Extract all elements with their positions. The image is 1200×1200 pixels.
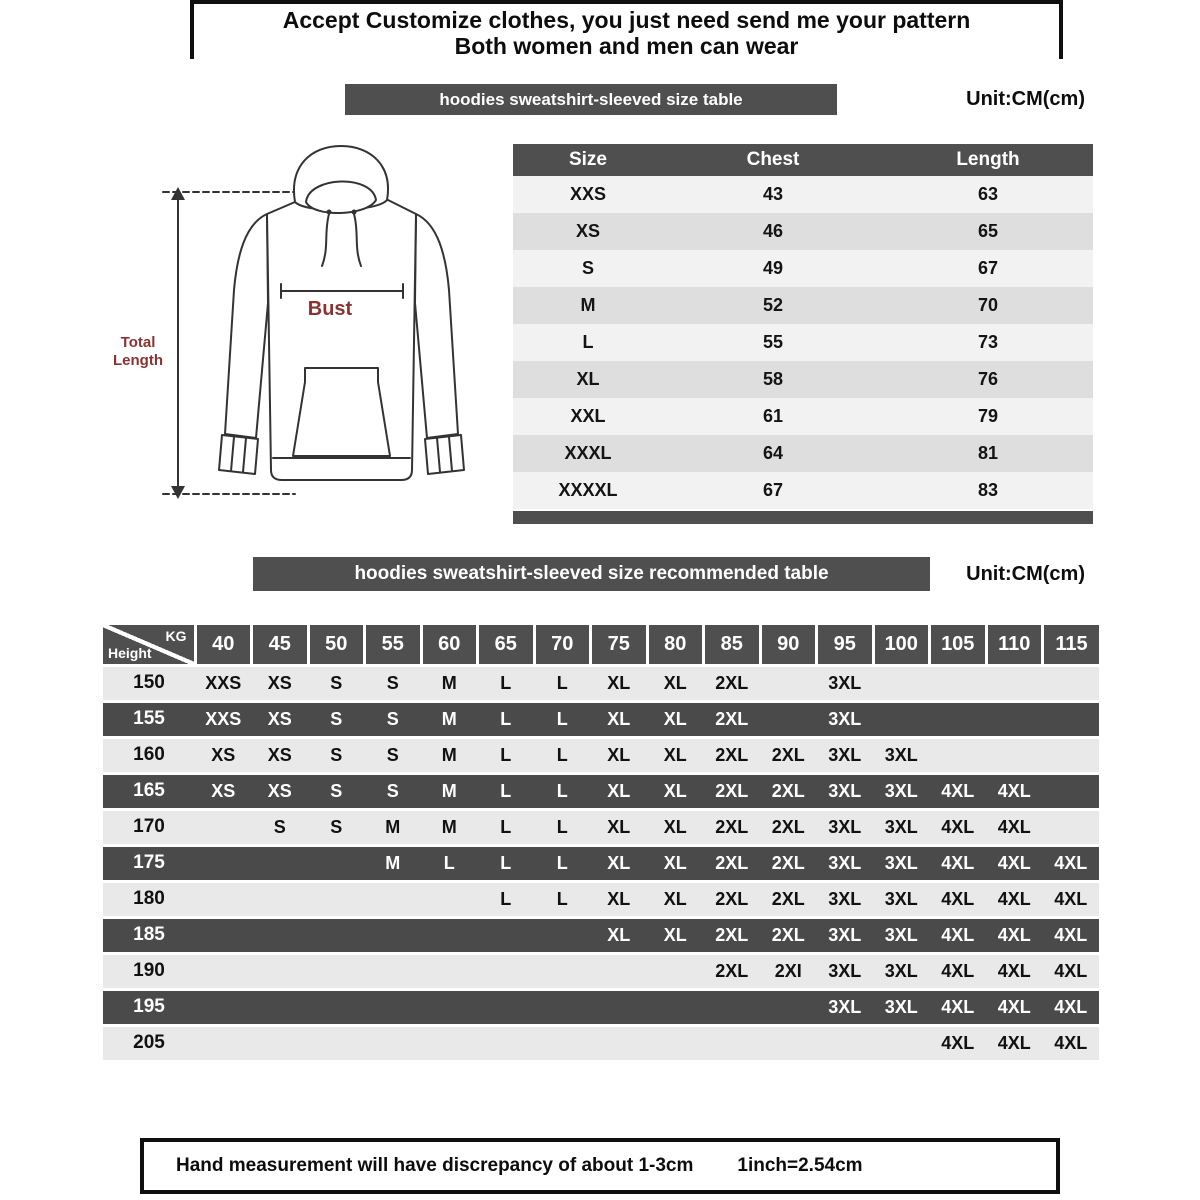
size-recommendation-cell: S [365, 737, 422, 773]
size-recommendation-cell: L [534, 773, 591, 809]
size-recommendation-cell: 4XL [930, 989, 987, 1025]
size-recommendation-cell: 3XL [873, 809, 930, 845]
size-table-row-XXXL [513, 435, 1093, 472]
header-line1: Accept Customize clothes, you just need send me your pattern [282, 7, 971, 33]
size-table-title-bar: hoodies sweatshirt-sleeved size table [345, 84, 837, 115]
size-table-cell: 79 [883, 398, 1093, 435]
size-recommendation-cell: 2XL [704, 737, 761, 773]
size-recommendation-cell [195, 1025, 252, 1061]
size-recommendation-cell: 2XL [704, 917, 761, 953]
size-recommendation-cell [308, 989, 365, 1025]
size-table-cell: 58 [663, 361, 883, 398]
size-recommendation-cell [308, 917, 365, 953]
size-table-cell: 81 [883, 435, 1093, 472]
size-recommendation-cell [365, 953, 422, 989]
size-recommendation-cell: S [308, 701, 365, 737]
size-recommendation-cell [930, 701, 987, 737]
size-recommendation-cell: 4XL [930, 845, 987, 881]
size-recommendation-cell [760, 1025, 817, 1061]
size-recommendation-cell: L [534, 665, 591, 701]
kg-col-header: 60 [421, 625, 478, 665]
size-recommendation-cell: L [478, 701, 535, 737]
size-recommendation-cell: 3XL [873, 737, 930, 773]
size-table-cell: 67 [663, 472, 883, 509]
height-label: 150 [103, 665, 195, 701]
size-recommendation-cell: L [534, 701, 591, 737]
size-recommendation-cell [591, 953, 648, 989]
unit-label-2: Unit:CM(cm) [966, 563, 1085, 585]
size-recommendation-cell [252, 845, 309, 881]
kg-col-header: 50 [308, 625, 365, 665]
size-table-head-row [513, 144, 1093, 176]
size-recommendation-cell: 4XL [986, 953, 1043, 989]
size-table-cell: 52 [663, 287, 883, 324]
size-table-container [513, 144, 1093, 524]
height-label: 195 [103, 989, 195, 1025]
size-recommendation-cell [760, 701, 817, 737]
height-label: 175 [103, 845, 195, 881]
size-recommendation-cell: 2XL [760, 881, 817, 917]
size-recommendation-cell [760, 989, 817, 1025]
size-recommendation-cell [365, 881, 422, 917]
height-row-170 [103, 809, 1099, 845]
height-label: 185 [103, 917, 195, 953]
total-length-label: Total Length [113, 334, 163, 369]
recommended-table-container [103, 625, 1099, 1063]
size-recommendation-cell: M [365, 809, 422, 845]
size-recommendation-cell: L [478, 665, 535, 701]
hoodie-hood [294, 146, 388, 213]
size-table-cell: S [513, 250, 663, 287]
kg-col-header: 110 [986, 625, 1043, 665]
size-table-cell: M [513, 287, 663, 324]
height-label: 170 [103, 809, 195, 845]
size-table-cell: XXXXL [513, 472, 663, 509]
height-row-185 [103, 917, 1099, 953]
size-table-cell: XL [513, 361, 663, 398]
size-recommendation-cell: 4XL [986, 989, 1043, 1025]
size-table-row-M [513, 287, 1093, 324]
size-recommendation-cell: XL [647, 881, 704, 917]
inch-conversion: 1inch=2.54cm [737, 1155, 863, 1176]
size-recommendation-cell: XL [591, 845, 648, 881]
size-recommendation-cell [1043, 701, 1100, 737]
size-recommendation-cell [195, 953, 252, 989]
size-col-header: Size [513, 144, 663, 176]
size-recommendation-cell [252, 1025, 309, 1061]
size-recommendation-cell: L [534, 845, 591, 881]
size-recommendation-cell: 2XL [760, 917, 817, 953]
size-recommendation-cell [365, 1025, 422, 1061]
size-recommendation-cell [365, 989, 422, 1025]
size-recommendation-cell: 3XL [817, 845, 874, 881]
kg-col-header: 85 [704, 625, 761, 665]
size-recommendation-cell: L [534, 737, 591, 773]
size-recommendation-cell: 4XL [930, 1025, 987, 1061]
size-recommendation-cell: 4XL [1043, 845, 1100, 881]
size-recommendation-cell: L [478, 881, 535, 917]
kg-corner-label: KG [165, 628, 187, 644]
kg-col-header: 95 [817, 625, 874, 665]
size-table-row-S [513, 250, 1093, 287]
size-recommendation-cell [534, 917, 591, 953]
height-label: 155 [103, 701, 195, 737]
size-recommendation-cell [534, 1025, 591, 1061]
size-table-cell: 63 [883, 176, 1093, 213]
size-table-cell: 61 [663, 398, 883, 435]
size-recommendation-cell: XL [647, 773, 704, 809]
size-recommendation-cell [365, 917, 422, 953]
size-recommendation-cell: S [365, 665, 422, 701]
size-recommendation-cell: L [478, 845, 535, 881]
size-table-bottom-bar [513, 511, 1093, 524]
size-recommendation-cell [421, 1025, 478, 1061]
hoodie-line-drawing [95, 128, 515, 528]
size-table-cell: 65 [883, 213, 1093, 250]
height-row-190 [103, 953, 1099, 989]
size-recommendation-cell [704, 1025, 761, 1061]
size-table-row-XXL [513, 398, 1093, 435]
size-recommendation-cell: 2XI [760, 953, 817, 989]
size-recommendation-cell [421, 917, 478, 953]
size-table-row-XXS [513, 176, 1093, 213]
kg-col-header: 105 [930, 625, 987, 665]
matrix-head-row [103, 625, 1099, 665]
header-banner [190, 0, 1063, 59]
size-recommendation-cell: 4XL [986, 845, 1043, 881]
size-recommendation-cell [308, 881, 365, 917]
size-recommendation-cell: XL [591, 737, 648, 773]
size-recommendation-cell: L [534, 881, 591, 917]
height-row-205 [103, 1025, 1099, 1061]
size-recommendation-cell [873, 1025, 930, 1061]
size-recommendation-cell: 4XL [1043, 989, 1100, 1025]
size-table-row-XL [513, 361, 1093, 398]
size-table-cell: 73 [883, 324, 1093, 361]
size-recommendation-cell: XL [591, 665, 648, 701]
size-table-body [513, 176, 1093, 509]
height-label: 190 [103, 953, 195, 989]
size-table-cell: XXXL [513, 435, 663, 472]
size-recommendation-cell: L [478, 737, 535, 773]
recommended-title-bar: hoodies sweatshirt-sleeved size recommended table [253, 557, 930, 591]
size-recommendation-cell: XS [252, 665, 309, 701]
size-table-cell: XS [513, 213, 663, 250]
size-recommendation-cell [647, 1025, 704, 1061]
size-recommendation-cell: 4XL [986, 1025, 1043, 1061]
size-recommendation-cell: S [308, 737, 365, 773]
size-recommendation-cell [647, 953, 704, 989]
size-recommendation-cell: XS [252, 701, 309, 737]
size-recommendation-cell: 3XL [873, 881, 930, 917]
unit-label-1: Unit:CM(cm) [966, 88, 1085, 110]
size-recommendation-cell [195, 845, 252, 881]
height-label: 205 [103, 1025, 195, 1061]
size-recommendation-cell: S [308, 809, 365, 845]
size-table-cell: 76 [883, 361, 1093, 398]
size-table-row-XS [513, 213, 1093, 250]
size-recommendation-cell: S [252, 809, 309, 845]
size-table-cell: 70 [883, 287, 1093, 324]
size-recommendation-cell: L [534, 809, 591, 845]
size-table-row-L [513, 324, 1093, 361]
size-recommendation-cell: XL [647, 701, 704, 737]
kg-col-header: 80 [647, 625, 704, 665]
measurement-note: Hand measurement will have discrepancy of about 1-3cm [176, 1155, 694, 1176]
size-recommendation-cell: S [308, 773, 365, 809]
size-recommendation-cell: XL [647, 737, 704, 773]
height-row-175 [103, 845, 1099, 881]
size-recommendation-cell [1043, 665, 1100, 701]
size-recommendation-cell: 4XL [1043, 917, 1100, 953]
size-recommendation-cell [195, 917, 252, 953]
size-recommendation-cell [1043, 809, 1100, 845]
size-recommendation-cell [195, 881, 252, 917]
size-recommendation-cell [421, 953, 478, 989]
size-recommendation-cell [195, 989, 252, 1025]
kg-col-header: 90 [760, 625, 817, 665]
size-recommendation-cell: 2XL [704, 881, 761, 917]
size-recommendation-cell: 4XL [930, 953, 987, 989]
size-recommendation-cell: S [365, 773, 422, 809]
size-recommendation-cell [308, 953, 365, 989]
height-row-165 [103, 773, 1099, 809]
size-recommendation-cell: 4XL [986, 809, 1043, 845]
size-recommendation-cell: 3XL [817, 701, 874, 737]
hoodie-diagram [95, 128, 515, 528]
size-recommendation-cell [760, 665, 817, 701]
size-recommendation-cell: 3XL [817, 737, 874, 773]
size-recommendation-cell [873, 701, 930, 737]
size-recommendation-cell: L [478, 809, 535, 845]
size-recommendation-cell [873, 665, 930, 701]
size-recommendation-cell: 2XL [760, 845, 817, 881]
kg-col-header: 70 [534, 625, 591, 665]
size-table-cell: 46 [663, 213, 883, 250]
recommended-table [103, 625, 1099, 1063]
size-recommendation-cell: 2XL [760, 809, 817, 845]
bust-label: Bust [307, 298, 353, 320]
matrix-body [103, 665, 1099, 1061]
corner-cell [103, 625, 195, 665]
size-recommendation-cell [930, 737, 987, 773]
size-recommendation-cell: 2XL [704, 665, 761, 701]
size-recommendation-cell: 4XL [986, 881, 1043, 917]
size-table-cell: 83 [883, 472, 1093, 509]
size-recommendation-cell: 4XL [1043, 1025, 1100, 1061]
size-col-header: Length [883, 144, 1093, 176]
size-recommendation-cell: XL [647, 665, 704, 701]
size-recommendation-cell: XS [252, 737, 309, 773]
kg-col-header: 75 [591, 625, 648, 665]
size-table-cell: 67 [883, 250, 1093, 287]
size-table-cell: L [513, 324, 663, 361]
size-recommendation-cell: XL [647, 845, 704, 881]
size-recommendation-cell: XL [591, 917, 648, 953]
size-recommendation-cell: XL [647, 917, 704, 953]
size-recommendation-cell [986, 737, 1043, 773]
height-label: 180 [103, 881, 195, 917]
size-recommendation-cell: 2XL [760, 773, 817, 809]
size-recommendation-cell: 4XL [930, 917, 987, 953]
size-recommendation-cell [1043, 773, 1100, 809]
size-recommendation-cell [252, 953, 309, 989]
size-recommendation-cell: M [421, 809, 478, 845]
size-recommendation-cell: XS [195, 737, 252, 773]
size-table-cell: 64 [663, 435, 883, 472]
size-recommendation-cell [591, 1025, 648, 1061]
size-recommendation-cell: M [421, 701, 478, 737]
size-recommendation-cell [252, 917, 309, 953]
size-recommendation-cell [478, 1025, 535, 1061]
size-recommendation-cell: 3XL [817, 773, 874, 809]
height-row-180 [103, 881, 1099, 917]
size-recommendation-cell: XL [591, 809, 648, 845]
size-recommendation-cell: 2XL [704, 773, 761, 809]
size-recommendation-cell: S [365, 701, 422, 737]
size-recommendation-cell [478, 917, 535, 953]
height-label: 160 [103, 737, 195, 773]
size-recommendation-cell [534, 989, 591, 1025]
size-recommendation-cell [704, 989, 761, 1025]
size-recommendation-cell: XXS [195, 701, 252, 737]
size-recommendation-cell [647, 989, 704, 1025]
size-recommendation-cell: 4XL [930, 773, 987, 809]
size-recommendation-cell: XXS [195, 665, 252, 701]
kg-col-header: 115 [1043, 625, 1100, 665]
size-table-cell: 49 [663, 250, 883, 287]
size-recommendation-cell: 3XL [873, 845, 930, 881]
size-recommendation-cell [478, 989, 535, 1025]
size-recommendation-cell: M [421, 665, 478, 701]
size-recommendation-cell: 3XL [817, 989, 874, 1025]
height-corner-label: Height [108, 644, 152, 661]
size-recommendation-cell: 3XL [817, 665, 874, 701]
size-recommendation-cell [930, 665, 987, 701]
size-recommendation-cell: 4XL [1043, 881, 1100, 917]
size-recommendation-cell: 2XL [704, 809, 761, 845]
height-label: 165 [103, 773, 195, 809]
size-table [513, 144, 1093, 509]
size-recommendation-cell: XL [591, 881, 648, 917]
height-row-160 [103, 737, 1099, 773]
height-row-155 [103, 701, 1099, 737]
size-recommendation-cell: M [421, 737, 478, 773]
size-recommendation-cell: XL [591, 701, 648, 737]
size-recommendation-cell [252, 989, 309, 1025]
size-recommendation-cell: M [421, 773, 478, 809]
size-recommendation-cell: XS [252, 773, 309, 809]
size-recommendation-cell: 3XL [873, 917, 930, 953]
kg-col-header: 55 [365, 625, 422, 665]
size-table-cell: XXS [513, 176, 663, 213]
size-recommendation-cell: XL [591, 773, 648, 809]
size-recommendation-cell: S [308, 665, 365, 701]
kg-col-header: 100 [873, 625, 930, 665]
size-recommendation-cell: 2XL [704, 701, 761, 737]
footnote-box [140, 1138, 1060, 1194]
size-table-row-XXXXL [513, 472, 1093, 509]
size-recommendation-cell: 4XL [986, 773, 1043, 809]
kg-col-header: 65 [478, 625, 535, 665]
size-recommendation-cell [252, 881, 309, 917]
size-recommendation-cell: 3XL [873, 953, 930, 989]
height-row-150 [103, 665, 1099, 701]
size-recommendation-cell: 4XL [986, 917, 1043, 953]
size-recommendation-cell [1043, 737, 1100, 773]
size-recommendation-cell: 2XL [704, 953, 761, 989]
size-recommendation-cell [308, 1025, 365, 1061]
size-recommendation-cell: 2XL [704, 845, 761, 881]
hoodie-pocket [293, 368, 390, 456]
size-recommendation-cell: L [421, 845, 478, 881]
size-recommendation-cell [986, 701, 1043, 737]
size-recommendation-cell: L [478, 773, 535, 809]
size-recommendation-cell: 4XL [1043, 953, 1100, 989]
kg-col-header: 45 [252, 625, 309, 665]
size-recommendation-cell [534, 953, 591, 989]
height-row-195 [103, 989, 1099, 1025]
size-table-cell: 43 [663, 176, 883, 213]
size-recommendation-cell [308, 845, 365, 881]
size-table-cell: 55 [663, 324, 883, 361]
size-recommendation-cell: XL [647, 809, 704, 845]
size-recommendation-cell: XS [195, 773, 252, 809]
size-recommendation-cell [591, 989, 648, 1025]
size-recommendation-cell: 4XL [930, 809, 987, 845]
size-recommendation-cell [421, 989, 478, 1025]
size-recommendation-cell: 3XL [873, 773, 930, 809]
size-col-header: Chest [663, 144, 883, 176]
size-recommendation-cell: 3XL [817, 953, 874, 989]
size-recommendation-cell [195, 809, 252, 845]
size-recommendation-cell: 3XL [873, 989, 930, 1025]
size-recommendation-cell [817, 1025, 874, 1061]
kg-col-header: 40 [195, 625, 252, 665]
size-recommendation-cell [478, 953, 535, 989]
size-recommendation-cell: M [365, 845, 422, 881]
size-table-cell: XXL [513, 398, 663, 435]
size-recommendation-cell [986, 665, 1043, 701]
size-recommendation-cell: 3XL [817, 917, 874, 953]
size-recommendation-cell [421, 881, 478, 917]
size-recommendation-cell: 3XL [817, 809, 874, 845]
size-recommendation-cell: 3XL [817, 881, 874, 917]
header-line2: Both women and men can wear [454, 33, 799, 59]
size-recommendation-cell: 2XL [760, 737, 817, 773]
size-recommendation-cell: 4XL [930, 881, 987, 917]
